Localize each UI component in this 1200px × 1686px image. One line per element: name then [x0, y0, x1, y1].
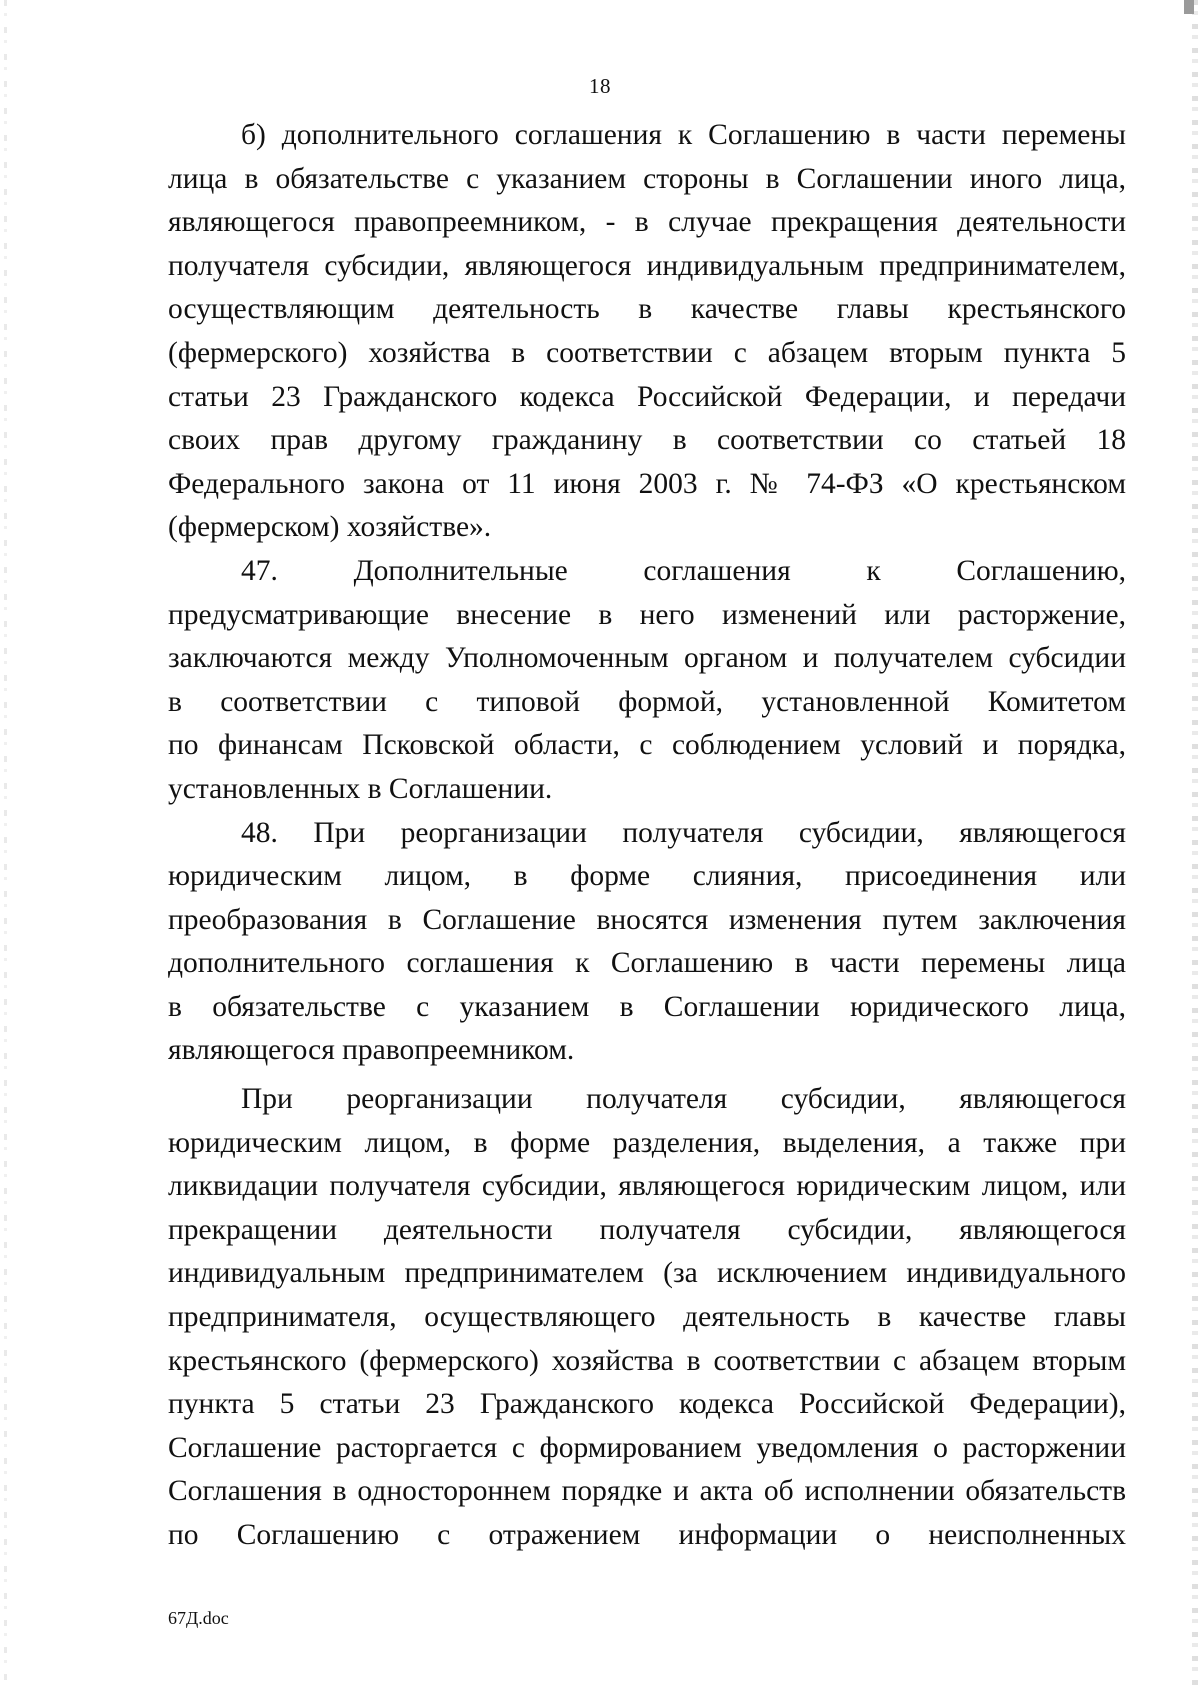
paragraph-clause-b [168, 114, 1126, 550]
text-line: индивидуальным предпринимателем (за исключением индивидуального [168, 1257, 1126, 1290]
text-line: ликвидации получателя субсидии, являющегося юридическим лицом, или [168, 1170, 1126, 1203]
text-line: по финансам Псковской области, с соблюдением условий и порядка, [168, 729, 1126, 762]
text-line: Соглашение расторгается с формированием уведомления о расторжении [168, 1431, 1126, 1464]
text-line: осуществляющим деятельность в качестве главы крестьянского [168, 293, 1126, 326]
text-line: крестьянского (фермерского) хозяйства в соответствии с абзацем вторым [168, 1344, 1126, 1377]
text-line: установленных в Соглашении. [168, 772, 553, 805]
text-line: Федерального закона от 11 июня 2003 г. № 74-ФЗ «О крестьянском [168, 467, 1126, 500]
text-line: юридическим лицом, в форме разделения, выделения, а также при [168, 1126, 1126, 1159]
text-line: предпринимателя, осуществляющего деятельность в качестве главы [168, 1301, 1126, 1334]
page-number: 18 [589, 74, 611, 98]
text-line: При реорганизации получателя субсидии, являющегося [241, 1083, 1126, 1116]
paragraph-item-48-continued [168, 1078, 1126, 1558]
document-body [168, 114, 1126, 1558]
text-line: являющегося правопреемником. [168, 1034, 575, 1067]
footer-filename: 67Д.doc [168, 1608, 229, 1628]
scan-corner-mark [1184, 0, 1194, 14]
text-line: б) дополнительного соглашения к Соглашению в части перемены [241, 119, 1126, 151]
text-line: пункта 5 статьи 23 Гражданского кодекса Российской Федерации), [168, 1388, 1126, 1421]
paragraph-item-47 [168, 550, 1126, 812]
text-line: прекращении деятельности получателя субсидии, являющегося [168, 1213, 1126, 1246]
text-line: получателя субсидии, являющегося индивидуальным предпринимателем, [168, 249, 1126, 282]
text-line: в обязательстве с указанием в Соглашении юридического лица, [168, 990, 1126, 1023]
text-line: по Соглашению с отражением информации о неисполненных [168, 1519, 1126, 1551]
text-line: 48. При реорганизации получателя субсидии, являющегося [241, 816, 1126, 849]
text-line: в соответствии с типовой формой, установленной Комитетом [168, 685, 1126, 718]
text-line: преобразования в Соглашение вносятся изменения путем заключения [168, 903, 1126, 936]
scan-edge-right [1192, 0, 1198, 1686]
text-line: являющегося правопреемником, - в случае прекращения деятельности [168, 206, 1126, 239]
text-line: предусматривающие внесение в него изменений или расторжение, [168, 598, 1126, 631]
scan-edge-left [4, 0, 7, 1686]
text-line: лица в обязательстве с указанием стороны в Соглашении иного лица, [168, 162, 1126, 195]
text-line: юридическим лицом, в форме слияния, присоединения или [168, 860, 1126, 893]
paragraph-item-48 [168, 812, 1126, 1074]
text-line: 47. Дополнительные соглашения к Соглашению, [241, 554, 1126, 587]
text-line: своих прав другому гражданину в соответствии со статьей 18 [168, 424, 1126, 457]
text-line: статьи 23 Гражданского кодекса Российской Федерации, и передачи [168, 380, 1126, 413]
text-line: дополнительного соглашения к Соглашению в части перемены лица [168, 947, 1126, 980]
text-line: (фермерского) хозяйства в соответствии с абзацем вторым пункта 5 [168, 336, 1126, 369]
text-line: Соглашения в одностороннем порядке и акта об исполнении обязательств [168, 1475, 1126, 1508]
text-line: заключаются между Уполномоченным органом и получателем субсидии [168, 642, 1126, 675]
text-line: (фермерском) хозяйстве». [168, 511, 492, 544]
